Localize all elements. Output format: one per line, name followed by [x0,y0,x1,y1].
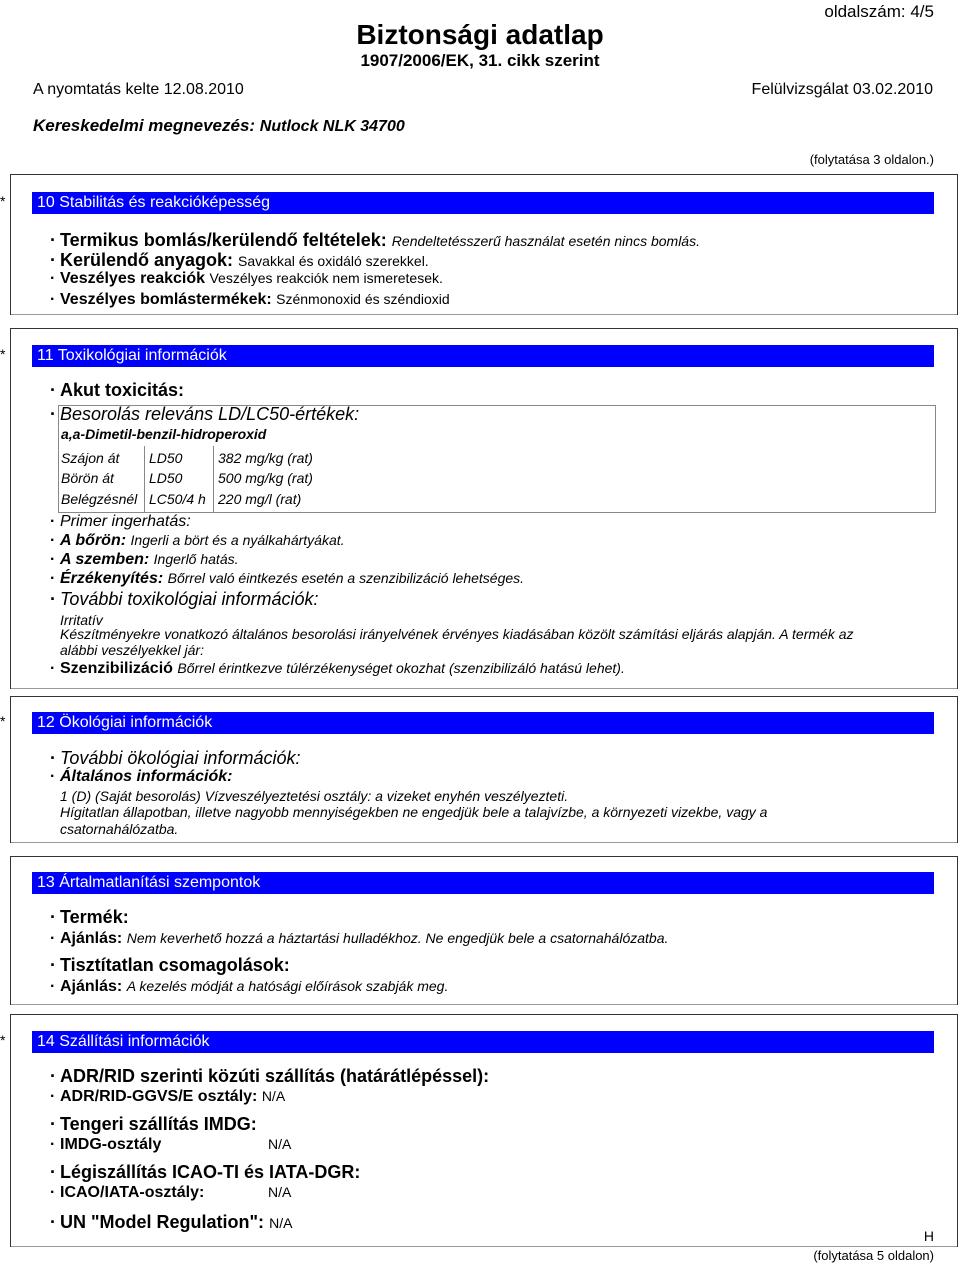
general-info: · Általános információk: [50,768,233,785]
print-date: A nyomtatás kelte 12.08.2010 [33,81,244,98]
document-title: Biztonsági adatlap [356,19,604,50]
change-marker: * [0,193,6,209]
change-marker: * [0,713,6,729]
water-hazard-class: 1 (D) (Saját besorolás) Vízveszélyeztetési osztály: a vizeket enyhén veszélyezteti. [60,788,569,804]
un-model-regulation: · UN "Model Regulation": N/A [50,1212,293,1232]
table-cell: LD50 [149,450,183,466]
adr-class: · ADR/RID-GGVS/E osztály: N/A [50,1088,286,1105]
page-number: oldalszám: 4/5 [824,2,934,21]
further-ecology: · További ökológiai információk: [50,748,301,768]
revision-date: Felülvizsgálat 03.02.2010 [751,81,933,98]
trade-name [33,116,405,136]
trade-name-value: Nutlock NLK 34700 [259,118,405,135]
continued-from: (folytatása 3 oldalon.) [809,152,934,167]
table-cell: 382 mg/kg (rat) [218,450,313,466]
eye-effect: · A szemben: Ingerlő hatás. [50,551,239,568]
section-10-heading: 10 Stabilitás és reakcióképesség [32,192,934,214]
uncleaned-packaging: · Tisztítatlan csomagolások: [50,955,290,975]
table-cell: 500 mg/kg (rat) [218,470,313,486]
air-transport: · Légiszállítás ICAO-TI és IATA-DGR: [50,1162,361,1182]
ld-values-label: · Besorolás releváns LD/LC50-értékek: [50,404,360,424]
primary-irritation: · Primer ingerhatás: [50,513,191,530]
trade-name-label: Kereskedelmi megnevezés: [33,116,256,135]
product-label: · Termék: [50,907,129,927]
calculation-note-line2: alábbi veszélyekkel jár: [60,642,204,658]
footer-mark: H [923,1228,934,1244]
materials-to-avoid: · Kerülendő anyagok: Savakkal és oxidáló szerekkel. [50,250,429,270]
sensitisation-statement: · Szenzibilizáció Bőrrel érintkezve túlérzékenységet okozhat (szenzibilizáló hatású lehet). [50,660,625,677]
thermal-decomposition: · Termikus bomlás/kerülendő feltételek: Rendeltetésszerű használat esetén nincs bomlás. [50,230,700,250]
table-cell: LD50 [149,470,183,486]
dilution-note-line2: csatornahálózatba. [60,821,179,837]
continued-to: (folytatása 5 oldalon) [813,1248,934,1263]
toxicity-table [58,405,936,513]
acute-toxicity: · Akut toxicitás: [50,380,185,400]
section-11-heading: 11 Toxikológiai információk [32,345,934,367]
table-cell: Szájon át [61,450,120,466]
section-14-heading: 14 Szállítási információk [32,1031,934,1053]
dilution-note-line1: Hígitatlan állapotban, illetve nagyobb mennyiségekben ne engedjük bele a talajvízbe, a környezeti vizekbe, vagy a [60,804,768,820]
hazardous-reactions: · Veszélyes reakciók Veszélyes reakciók nem ismeretesek. [50,270,443,287]
change-marker: * [0,346,6,362]
section-12-heading: 12 Ökológiai információk [32,712,934,734]
section-13-heading: 13 Ártalmatlanítási szempontok [32,872,934,894]
icao-class: · ICAO/IATA-osztály: N/A [50,1184,292,1201]
sea-transport: · Tengeri szállítás IMDG: [50,1114,257,1134]
table-cell: 220 mg/l (rat) [218,491,302,507]
change-marker: * [0,1032,6,1048]
regulation-subtitle: 1907/2006/EK, 31. cikk szerint [360,51,600,70]
product-recommendation: · Ajánlás: Nem keverhető hozzá a háztartási hulladékhoz. Ne engedjük bele a csatornahálózatba. [50,930,669,947]
skin-effect: · A bőrön: Ingerli a bört és a nyálkahártyákat. [50,532,345,549]
imdg-class: · IMDG-osztály N/A [50,1136,292,1153]
adr-transport: · ADR/RID szerinti közúti szállítás (határátlépéssel): [50,1066,490,1086]
packaging-recommendation: · Ajánlás: A kezelés módját a hatósági előírások szabják meg. [50,978,449,995]
substance-name: a,a-Dimetil-benzil-hidroperoxid [61,426,267,442]
hazardous-decomposition-products: · Veszélyes bomlástermékek: Szénmonoxid és széndioxid [50,291,450,308]
sensitisation: · Érzékenyítés: Bőrrel való éintkezés esetén a szenzibilizáció lehetséges. [50,570,525,587]
table-cell: Börön át [61,470,114,486]
irritant-note: Irritatív [60,612,103,628]
table-divider [144,446,145,512]
table-divider [213,446,214,512]
further-toxicology: · További toxikológiai információk: [50,589,319,609]
table-cell: LC50/4 h [149,491,206,507]
table-cell: Belégzésnél [61,491,138,507]
calculation-note-line1: Készítményekre vonatkozó általános besorolási irányelvének érvényes kiadásában közölt számítási eljárás alapján. A termék az [60,626,854,642]
